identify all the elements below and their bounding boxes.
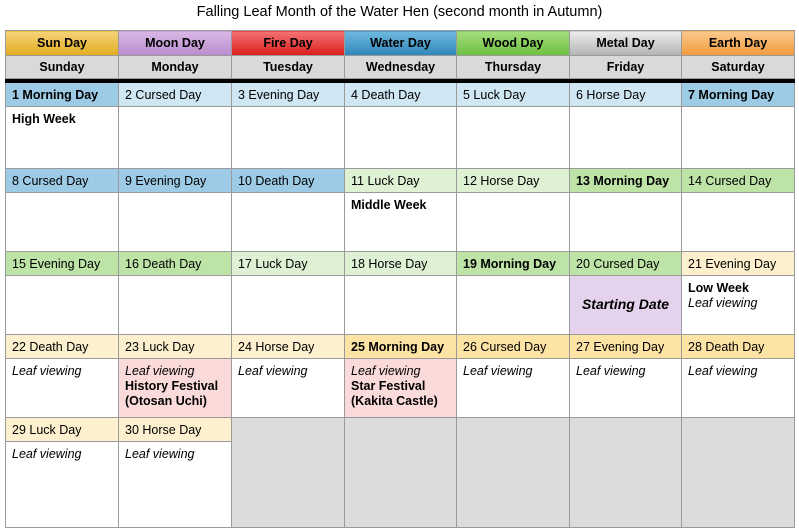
event-text: Leaf viewing	[125, 364, 195, 378]
weekday-tuesday: Tuesday	[232, 56, 345, 79]
element-sun-day: Sun Day	[6, 31, 119, 56]
week-4-notes	[6, 359, 795, 418]
date-cell[interactable]: 21 Evening Day	[682, 252, 795, 276]
festival-name: Star Festival	[351, 379, 426, 393]
festival-cell[interactable]	[345, 359, 457, 418]
date-cell[interactable]: 9 Evening Day	[119, 169, 232, 193]
event-text: Leaf viewing	[125, 447, 195, 461]
festival-place: (Kakita Castle)	[351, 394, 438, 408]
note-cell[interactable]	[6, 359, 119, 418]
note-cell[interactable]	[682, 276, 795, 335]
date-cell[interactable]: 18 Horse Day	[345, 252, 457, 276]
event-text: Leaf viewing	[576, 364, 646, 378]
week-1-dates	[6, 83, 795, 107]
week-label: Low Week	[688, 281, 749, 295]
date-cell[interactable]: 17 Luck Day	[232, 252, 345, 276]
date-cell[interactable]: 11 Luck Day	[345, 169, 457, 193]
date-cell[interactable]: 16 Death Day	[119, 252, 232, 276]
note-cell[interactable]	[6, 276, 119, 335]
element-header-row	[6, 31, 795, 56]
date-cell[interactable]: 6 Horse Day	[570, 83, 682, 107]
week-1-notes	[6, 107, 795, 169]
element-moon-day: Moon Day	[119, 31, 232, 56]
date-cell[interactable]: 23 Luck Day	[119, 335, 232, 359]
date-cell[interactable]: 24 Horse Day	[232, 335, 345, 359]
element-metal-day: Metal Day	[570, 31, 682, 56]
weekday-header-row	[6, 56, 795, 79]
empty-cell	[682, 418, 795, 528]
calendar-title: Falling Leaf Month of the Water Hen (second month in Autumn)	[196, 4, 603, 20]
note-cell[interactable]	[457, 193, 570, 252]
note-cell[interactable]	[457, 359, 570, 418]
date-cell[interactable]: 14 Cursed Day	[682, 169, 795, 193]
weekday-thursday: Thursday	[457, 56, 570, 79]
weekday-sunday: Sunday	[6, 56, 119, 79]
date-cell[interactable]: 8 Cursed Day	[6, 169, 119, 193]
event-text: Leaf viewing	[238, 364, 308, 378]
note-cell[interactable]	[345, 193, 457, 252]
event-text: Leaf viewing	[12, 364, 82, 378]
week-5-dates	[6, 418, 795, 442]
date-cell[interactable]: 7 Morning Day	[682, 83, 795, 107]
date-cell[interactable]: 1 Morning Day	[6, 83, 119, 107]
empty-cell	[457, 418, 570, 528]
date-cell[interactable]: 2 Cursed Day	[119, 83, 232, 107]
starting-date-label: Starting Date	[581, 296, 670, 312]
date-cell[interactable]: 27 Evening Day	[570, 335, 682, 359]
date-cell[interactable]: 30 Horse Day	[119, 418, 232, 442]
note-cell[interactable]	[570, 359, 682, 418]
week-3-dates	[6, 252, 795, 276]
date-cell[interactable]: 20 Cursed Day	[570, 252, 682, 276]
date-cell[interactable]: 19 Morning Day	[457, 252, 570, 276]
note-cell[interactable]	[345, 276, 457, 335]
element-fire-day: Fire Day	[232, 31, 345, 56]
note-cell[interactable]	[682, 193, 795, 252]
empty-cell	[570, 418, 682, 528]
note-cell[interactable]	[232, 107, 345, 169]
date-cell[interactable]: 13 Morning Day	[570, 169, 682, 193]
date-cell[interactable]: 15 Evening Day	[6, 252, 119, 276]
festival-cell[interactable]	[119, 359, 232, 418]
week-2-dates	[6, 169, 795, 193]
note-cell[interactable]	[119, 276, 232, 335]
empty-cell	[232, 418, 345, 528]
element-water-day: Water Day	[345, 31, 457, 56]
note-cell[interactable]	[457, 107, 570, 169]
note-cell[interactable]	[570, 193, 682, 252]
empty-cell	[345, 418, 457, 528]
weekday-friday: Friday	[570, 56, 682, 79]
date-cell[interactable]: 29 Luck Day	[6, 418, 119, 442]
week-2-notes	[6, 193, 795, 252]
note-cell[interactable]	[119, 107, 232, 169]
date-cell[interactable]: 10 Death Day	[232, 169, 345, 193]
note-cell[interactable]	[119, 442, 232, 528]
note-cell[interactable]	[6, 107, 119, 169]
note-cell[interactable]	[457, 276, 570, 335]
weekday-wednesday: Wednesday	[345, 56, 457, 79]
event-text: Leaf viewing	[688, 296, 758, 310]
starting-date-cell[interactable]	[570, 276, 682, 335]
week-label: Middle Week	[351, 198, 427, 212]
note-cell[interactable]	[232, 359, 345, 418]
note-cell[interactable]	[682, 107, 795, 169]
note-cell[interactable]	[6, 193, 119, 252]
date-cell[interactable]: 5 Luck Day	[457, 83, 570, 107]
date-cell[interactable]: 28 Death Day	[682, 335, 795, 359]
element-earth-day: Earth Day	[682, 31, 795, 56]
date-cell[interactable]: 25 Morning Day	[345, 335, 457, 359]
note-cell[interactable]	[232, 276, 345, 335]
week-label: High Week	[12, 112, 76, 126]
weekday-saturday: Saturday	[682, 56, 795, 79]
event-text: Leaf viewing	[463, 364, 533, 378]
event-text: Leaf viewing	[688, 364, 758, 378]
date-cell[interactable]: 22 Death Day	[6, 335, 119, 359]
date-cell[interactable]: 3 Evening Day	[232, 83, 345, 107]
date-cell[interactable]: 26 Cursed Day	[457, 335, 570, 359]
date-cell[interactable]: 12 Horse Day	[457, 169, 570, 193]
note-cell[interactable]	[119, 193, 232, 252]
element-wood-day: Wood Day	[457, 31, 570, 56]
festival-place: (Otosan Uchi)	[125, 394, 207, 408]
festival-name: History Festival	[125, 379, 219, 393]
note-cell[interactable]	[6, 442, 119, 528]
weekday-monday: Monday	[119, 56, 232, 79]
week-4-dates	[6, 335, 795, 359]
note-cell[interactable]	[682, 359, 795, 418]
calendar-grid	[5, 30, 795, 528]
note-cell[interactable]	[570, 107, 682, 169]
event-text: Leaf viewing	[351, 364, 421, 378]
event-text: Leaf viewing	[12, 447, 82, 461]
note-cell[interactable]	[345, 107, 457, 169]
date-cell[interactable]: 4 Death Day	[345, 83, 457, 107]
week-3-notes	[6, 276, 795, 335]
note-cell[interactable]	[232, 193, 345, 252]
